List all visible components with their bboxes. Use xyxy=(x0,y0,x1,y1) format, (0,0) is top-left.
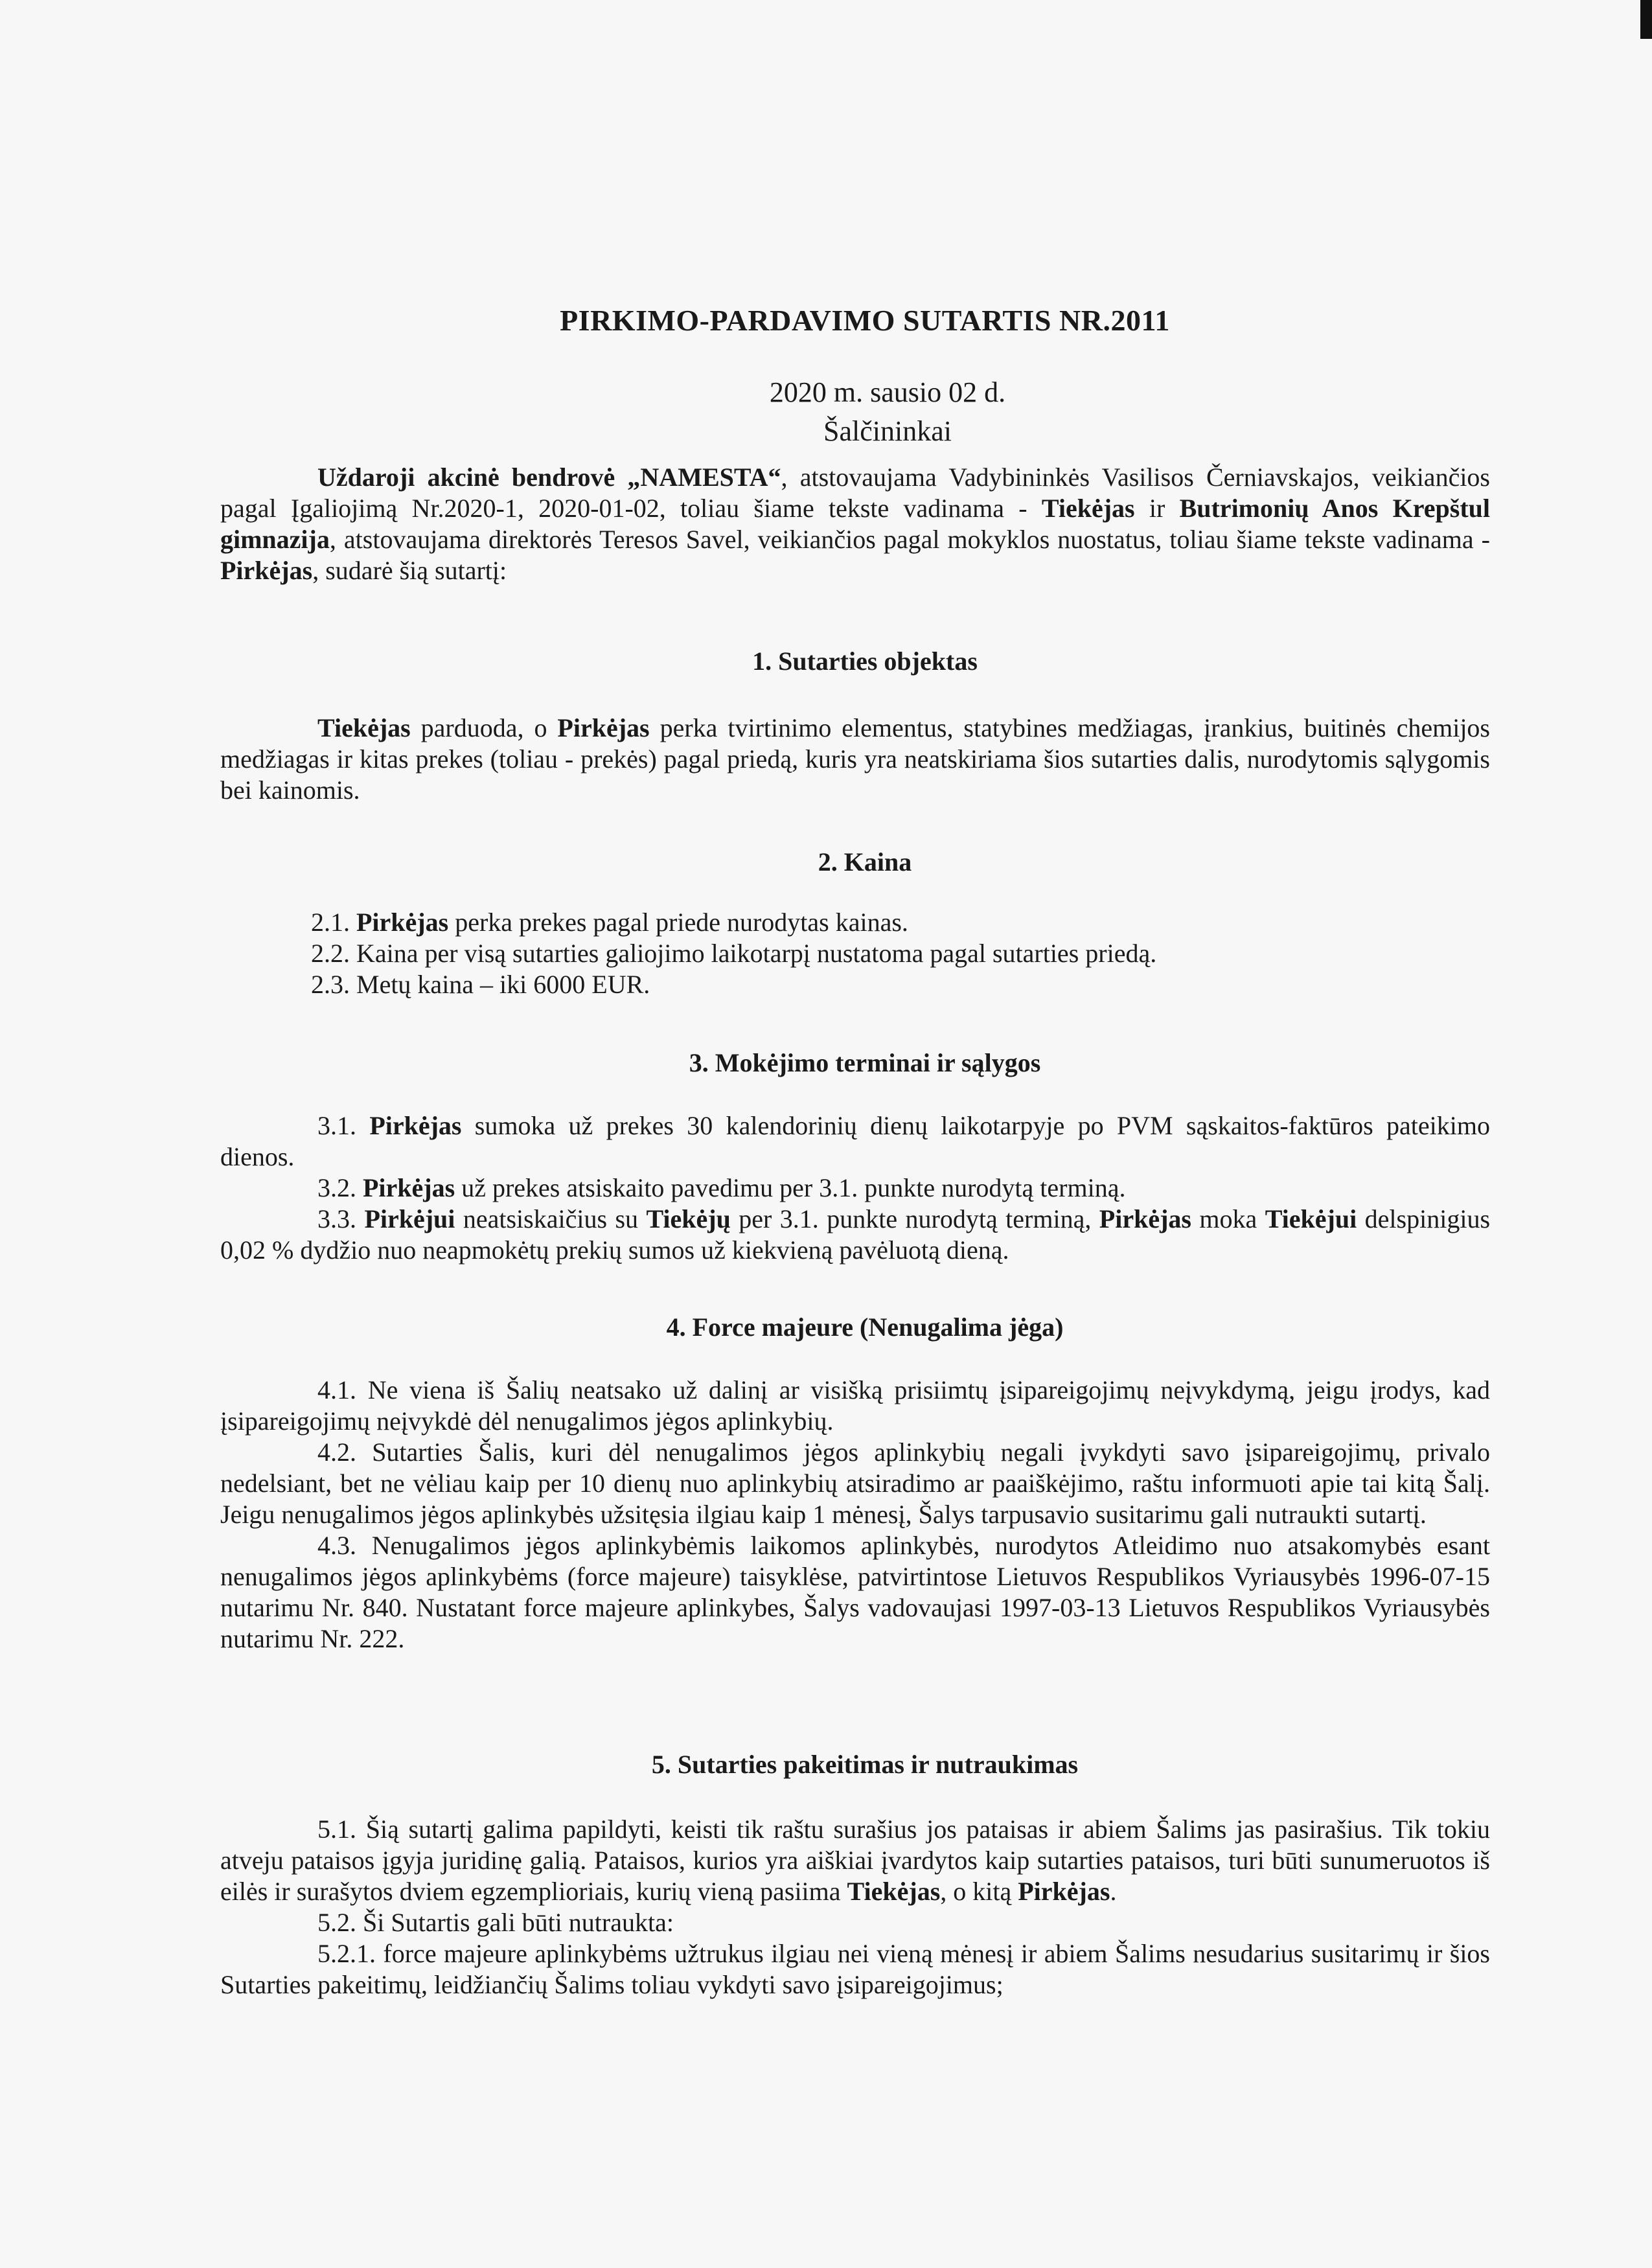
bold-term: Pirkėjas xyxy=(1018,1877,1110,1906)
contract-date: 2020 m. sausio 02 d. xyxy=(769,376,1006,408)
section-1-paragraph xyxy=(220,713,1490,806)
text-run: 3.3. xyxy=(317,1204,365,1233)
bold-term: Pirkėjas xyxy=(363,1173,455,1202)
text-run: 5.1. Šią sutartį galima papildyti, keisti tik raštu surašius jos pataisas ir abiem Šalims jas pasirašius. Tik tokiu atveju pataisos įgyja juridinę galią. Pataisos, kurios yra aiškiai įvardytos kaip sutarties pataisos, turi būti sunumeruotos iš eilės ir surašytos dviem egzemplioriais, kurių vieną pasiima xyxy=(220,1815,1490,1906)
clause-4-2 xyxy=(220,1437,1490,1530)
clause-5-2-1 xyxy=(220,1938,1490,2000)
text-run: parduoda, o xyxy=(410,713,558,742)
text-run: perka prekes pagal priede nurodytas kainas. xyxy=(448,908,908,937)
text-run: perka tvirtinimo elementus, statybines medžiagas, įrankius, buitinės chemijos medžiagas ir kitas prekes (toliau - prekės) pagal priedą, kuris yra neatskiriama šios sutarties dalis, nurodytomis sąlygomis bei kainomis. xyxy=(220,713,1490,805)
text-run: sumoka už prekes 30 kalendorinių dienų laikotarpyje po PVM sąskaitos-faktūros pateikimo dienos. xyxy=(220,1111,1491,1171)
text-run: delspinigius 0,02 % dydžio nuo neapmokėtų prekių sumos už kiekvieną pavėluotą dieną. xyxy=(220,1204,1491,1265)
section-3-body xyxy=(220,1110,1490,1266)
clause-2-2 xyxy=(311,938,1490,969)
text-run: 5.2.1. force majeure aplinkybėms užtrukus ilgiau nei vieną mėnesį ir abiem Šalims nesudarius susitarimų ir šios Sutarties pakeitimų, leidžiančių Šalims toliau vykdyti savo įsipareigojimus; xyxy=(220,1939,1490,1999)
preamble xyxy=(220,462,1490,586)
text-run: . xyxy=(1110,1877,1117,1906)
bold-term: Butrimonių Anos Krepštul gimnazija xyxy=(220,494,1491,554)
bold-term: Tiekėjas xyxy=(1041,494,1135,523)
section-4-heading: 4. Force majeure (Nenugalima jėga) xyxy=(666,1312,1064,1342)
section-5-body xyxy=(220,1814,1490,2000)
section-2-list xyxy=(311,907,1490,1000)
text-run: 5.2. Ši Sutartis gali būti nutraukta: xyxy=(317,1908,674,1937)
clause-2-3 xyxy=(311,969,1490,1000)
bold-term: Pirkėjui xyxy=(364,1204,455,1233)
section-3-heading: 3. Mokėjimo terminai ir sąlygos xyxy=(689,1048,1041,1077)
text-run: ir xyxy=(1134,494,1180,523)
clause-3-2 xyxy=(220,1173,1490,1204)
clause-4-3 xyxy=(220,1530,1490,1655)
text-run: 4.1. Ne viena iš Šalių neatsako už dalinį ar visišką prisiimtų įsipareigojimų neįvykdymą, jeigu įrodys, kad įsipareigojimų neįvykdė dėl nenugalimos jėgos aplinkybių. xyxy=(220,1375,1490,1436)
date-place-block xyxy=(62,373,1652,451)
text-run: 3.2. xyxy=(317,1173,363,1202)
text-run: 2.1. xyxy=(311,908,356,937)
text-run: , sudarė šią sutartį: xyxy=(312,556,507,585)
section-2-heading: 2. Kaina xyxy=(818,847,912,876)
text-run: 4.3. Nenugalimos jėgos aplinkybėmis laikomos aplinkybės, nurodytos Atleidimo nuo atsakomybės esant nenugalimos jėgos aplinkybėms (force majeure) taisyklėse, patvirtintose Lietuvos Respublikos Vyriausybės 1996-07-15 nutarimu Nr. 840. Nustatant force majeure aplinkybes, Šalys vadovaujasi 1997-03-13 Lietuvos Respublikos Vyriausybės nutarimu Nr. 222. xyxy=(220,1531,1490,1653)
contract-place: Šalčininkai xyxy=(823,415,952,447)
section-4-body xyxy=(220,1375,1490,1655)
bold-term: Pirkėjas xyxy=(356,908,449,937)
bold-term: Tiekėjas xyxy=(847,1877,941,1906)
preamble-paragraph xyxy=(220,462,1490,586)
text-run: už prekes atsiskaito pavedimu per 3.1. punkte nurodytą terminą. xyxy=(455,1173,1126,1202)
clause-2-1 xyxy=(311,907,1490,938)
section-1-heading: 1. Sutarties objektas xyxy=(752,647,978,676)
clause-4-1 xyxy=(220,1375,1490,1437)
bold-term: Tiekėjų xyxy=(646,1204,731,1233)
text-run: 4.2. Sutarties Šalis, kuri dėl nenugalimos jėgos aplinkybių negali įvykdyti savo įsipareigojimų, privalo nedelsiant, bet ne vėliau kaip per 10 dienų nuo aplinkybių atsiradimo ar paaiškėjimo, raštu informuoti apie tai kitą Šalį. Jeigu nenugalimos jėgos aplinkybės užsitęsia ilgiau kaip 1 mėnesį, Šalys tarpusavio susitarimu gali nutraukti sutartį. xyxy=(220,1438,1490,1529)
clause-5-1 xyxy=(220,1814,1490,1907)
bold-term: Pirkėjas xyxy=(220,556,313,585)
section-5-heading: 5. Sutarties pakeitimas ir nutraukimas xyxy=(651,1750,1079,1779)
clause-3-3 xyxy=(220,1204,1490,1266)
text-run: neatsiskaičius su xyxy=(455,1204,647,1233)
bold-term: Tiekėjui xyxy=(1265,1204,1357,1233)
text-run: moka xyxy=(1191,1204,1265,1233)
section-1-body xyxy=(220,713,1490,806)
clause-3-1 xyxy=(220,1110,1490,1173)
text-run: , atstovaujama direktorės Teresos Savel, veikiančios pagal mokyklos nuostatus, toliau šiame tekste vadinama - xyxy=(329,525,1490,554)
text-run: 2.2. Kaina per visą sutarties galiojimo laikotarpį nustatoma pagal sutarties priedą. xyxy=(311,939,1157,968)
bold-term: Pirkėjas xyxy=(557,713,650,742)
text-run: 2.3. Metų kaina – iki 6000 EUR. xyxy=(311,970,650,999)
clause-5-2 xyxy=(220,1907,1490,1938)
bold-term: Uždaroji akcinė bendrovė „NAMESTA“ xyxy=(317,463,781,492)
text-run: , o kitą xyxy=(940,1877,1018,1906)
text-run: per 3.1. punkte nurodytą terminą, xyxy=(730,1204,1099,1233)
text-run: 3.1. xyxy=(317,1111,370,1140)
bold-term: Pirkėjas xyxy=(1099,1204,1191,1233)
text-run: , atstovaujama Vadybininkės Vasilisos Černiavskajos, veikiančios pagal Įgaliojimą Nr.2020-1, 2020-01-02, toliau šiame tekste vadinama - xyxy=(220,463,1490,523)
bold-term: Pirkėjas xyxy=(369,1111,462,1140)
bold-term: Tiekėjas xyxy=(317,713,411,742)
contract-title: PIRKIMO-PARDAVIMO SUTARTIS NR.2011 xyxy=(560,304,1170,337)
